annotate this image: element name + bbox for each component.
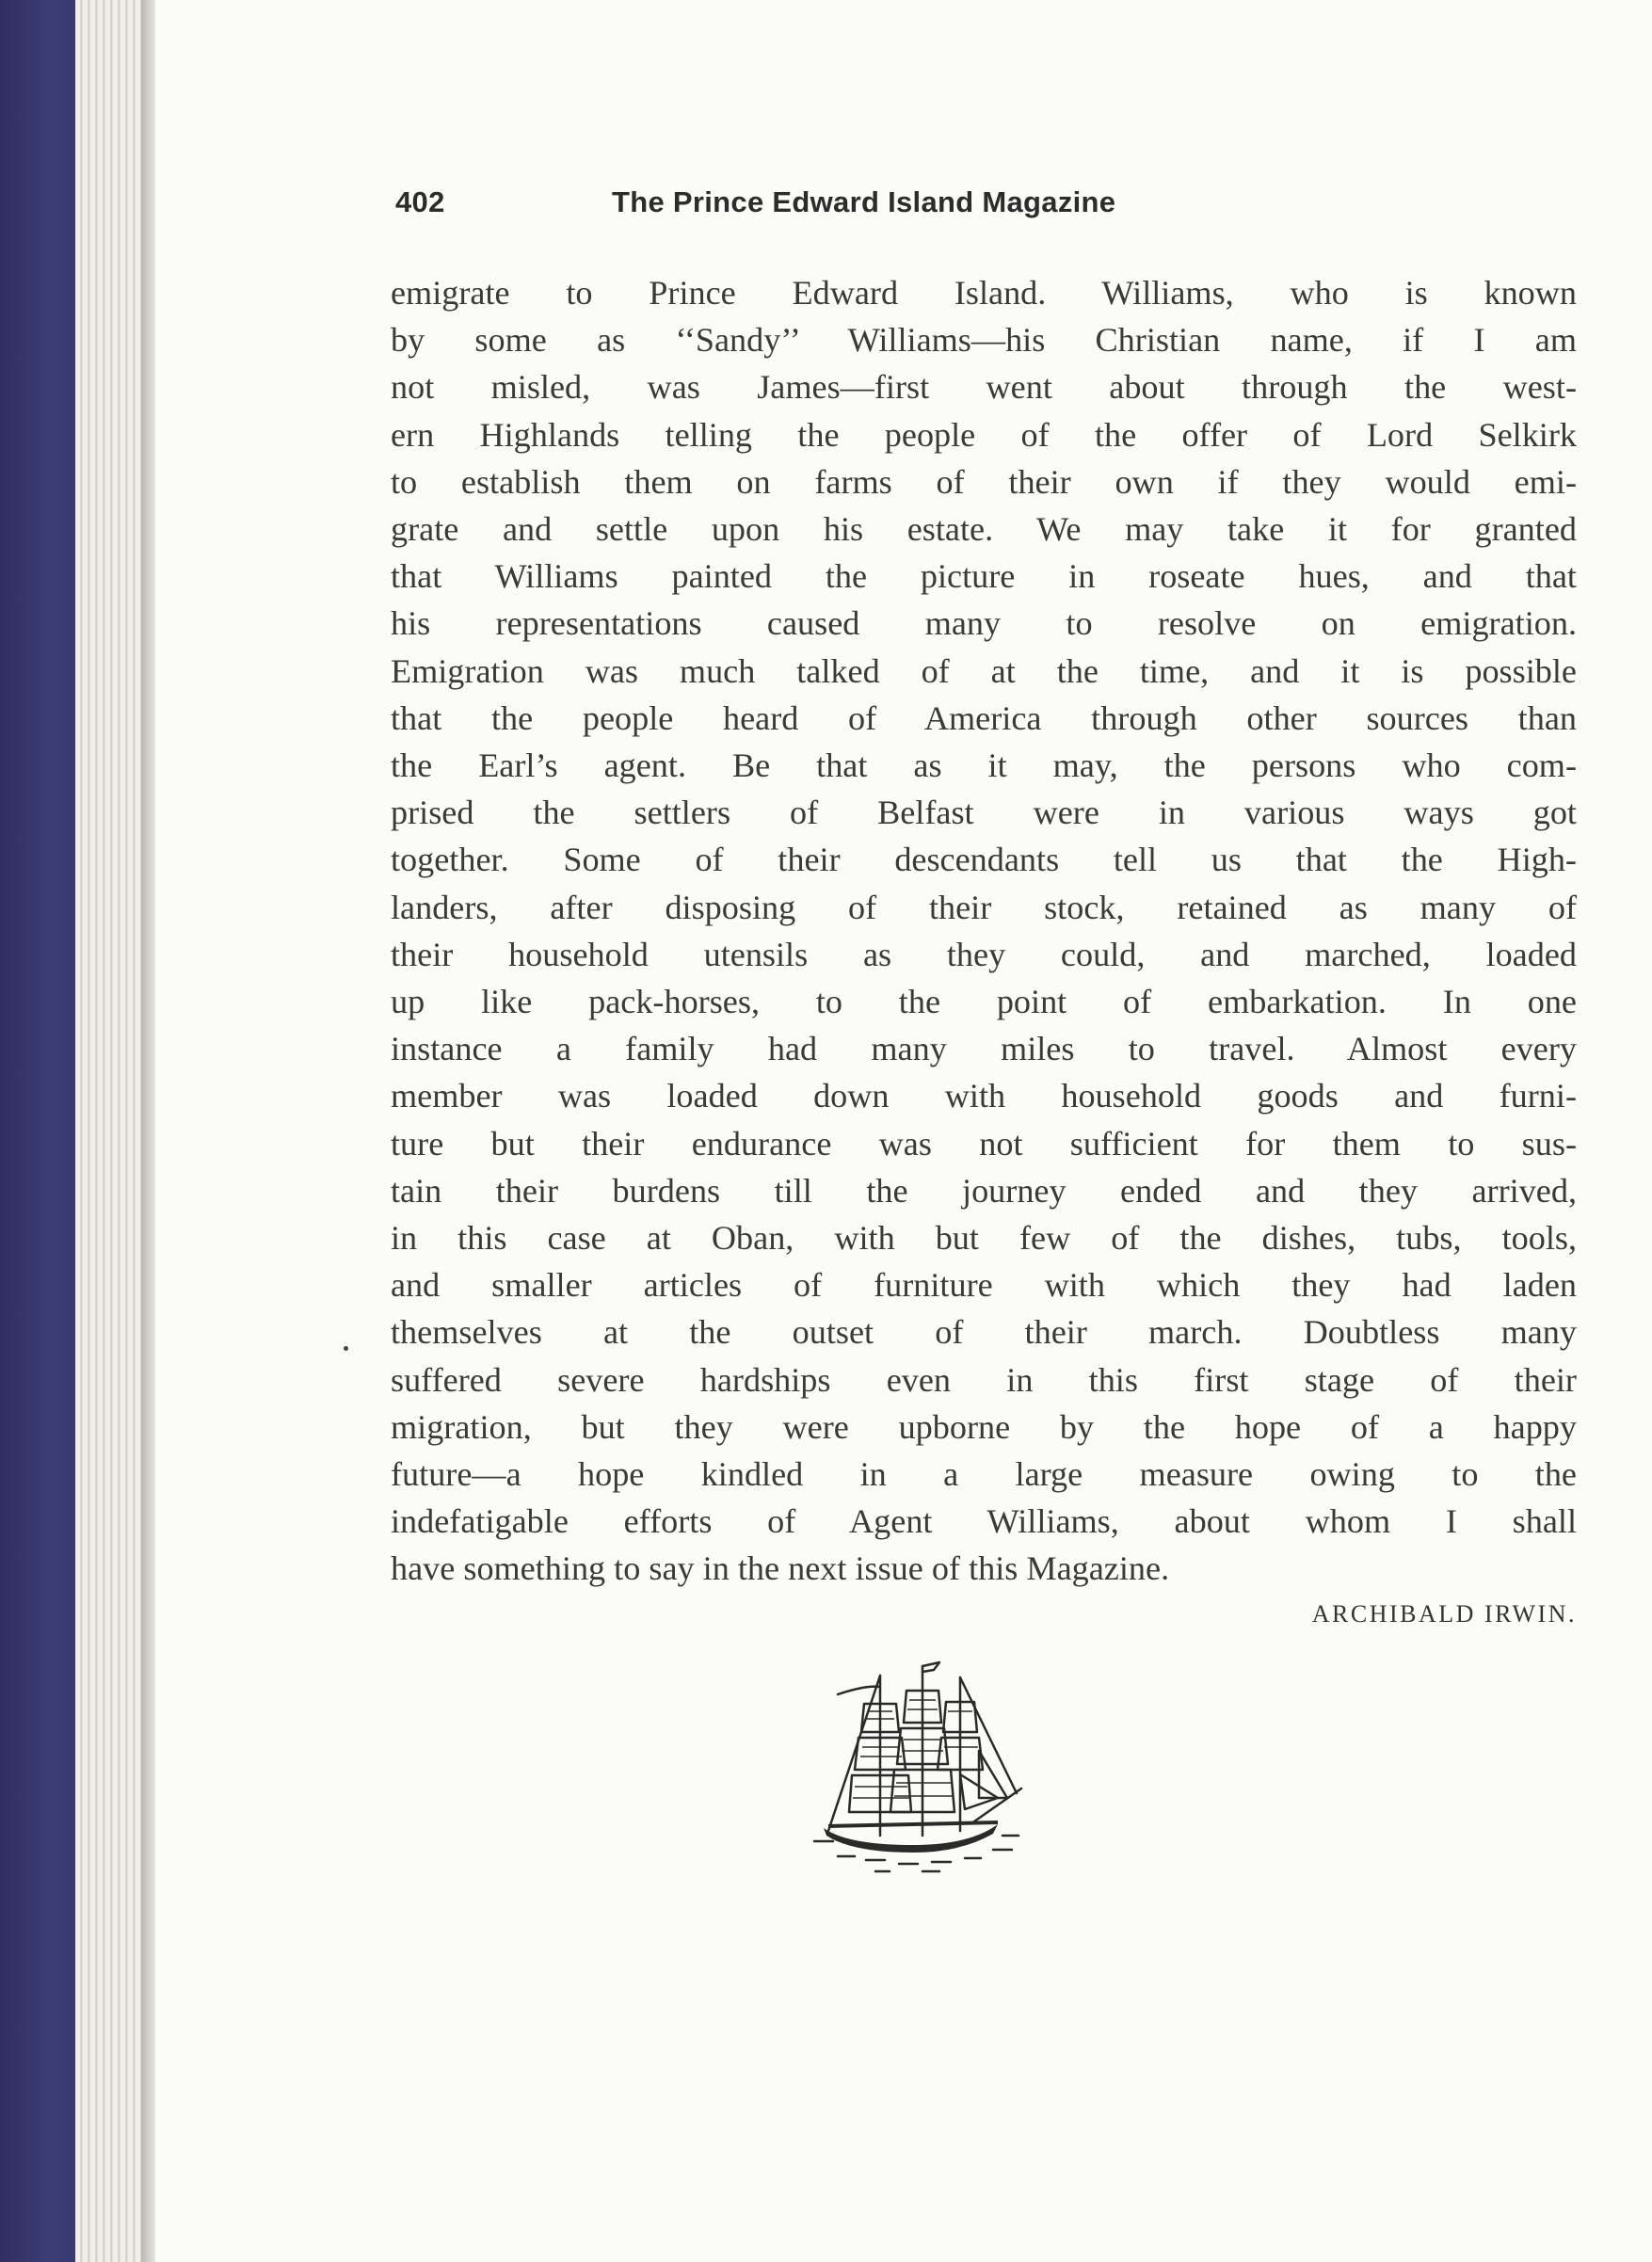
- author-signature: ARCHIBALD IRWIN.: [1311, 1600, 1577, 1628]
- body-line: their household utensils as they could, and marched, loaded: [391, 935, 1577, 973]
- ink-speck: [344, 1346, 348, 1351]
- body-line: ern Highlands telling the people of the offer of Lord Selkirk: [391, 415, 1577, 454]
- article-body: [391, 269, 1577, 1593]
- body-line: have something to say in the next issue of this Magazine.: [391, 1549, 1170, 1588]
- body-line: future—a hope kindled in a large measure owing to the: [391, 1455, 1577, 1494]
- body-line: migration, but they were upborne by the hope of a happy: [391, 1407, 1577, 1446]
- body-line: in this case at Oban, with but few of the dishes, tubs, tools,: [391, 1219, 1577, 1258]
- body-line: themselves at the outset of their march. Doubtless many: [391, 1313, 1577, 1352]
- body-line: member was loaded down with household goods and furni-: [391, 1077, 1577, 1115]
- body-line: up like pack-horses, to the point of embarkation. In one: [391, 983, 1577, 1021]
- body-line: together. Some of their descendants tell us that the High-: [391, 841, 1577, 879]
- body-line: emigrate to Prince Edward Island. Williams, who is known: [391, 274, 1577, 312]
- body-line: grate and settle upon his estate. We may take it for granted: [391, 510, 1577, 549]
- body-line: landers, after disposing of their stock, retained as many of: [391, 888, 1577, 926]
- body-line: not misled, was James—first went about through the west-: [391, 368, 1577, 407]
- body-line: instance a family had many miles to travel. Almost every: [391, 1030, 1577, 1068]
- magazine-title: The Prince Edward Island Magazine: [612, 185, 1116, 218]
- body-line: suffered severe hardships even in this first stage of their: [391, 1360, 1577, 1399]
- body-line: prised the settlers of Belfast were in various ways got: [391, 794, 1577, 832]
- page-edges: [75, 0, 151, 2262]
- body-line: that Williams painted the picture in roseate hues, and that: [391, 557, 1577, 596]
- body-line: indefatigable efforts of Agent Williams, about whom I shall: [391, 1502, 1577, 1541]
- body-line: the Earl’s agent. Be that as it may, the persons who com-: [391, 746, 1577, 785]
- page-number: 402: [395, 185, 445, 218]
- body-line: his representations caused many to resolve on emigration.: [391, 604, 1577, 643]
- body-line: tain their burdens till the journey ended and they arrived,: [391, 1171, 1577, 1210]
- body-line: ture but their endurance was not sufficient for them to sus-: [391, 1124, 1577, 1163]
- body-line: to establish them on farms of their own if they would emi-: [391, 462, 1577, 501]
- book-page: [155, 0, 1652, 2262]
- running-head: [395, 185, 1431, 233]
- body-line: Emigration was much talked of at the time, and it is possible: [391, 651, 1577, 690]
- body-line: that the people heard of America through other sources than: [391, 698, 1577, 737]
- body-line: and smaller articles of furniture with which they had laden: [391, 1266, 1577, 1305]
- body-line: by some as ‘‘Sandy’’ Williams—his Christian name, if I am: [391, 321, 1577, 360]
- sailing-ship-icon: [810, 1657, 1026, 1873]
